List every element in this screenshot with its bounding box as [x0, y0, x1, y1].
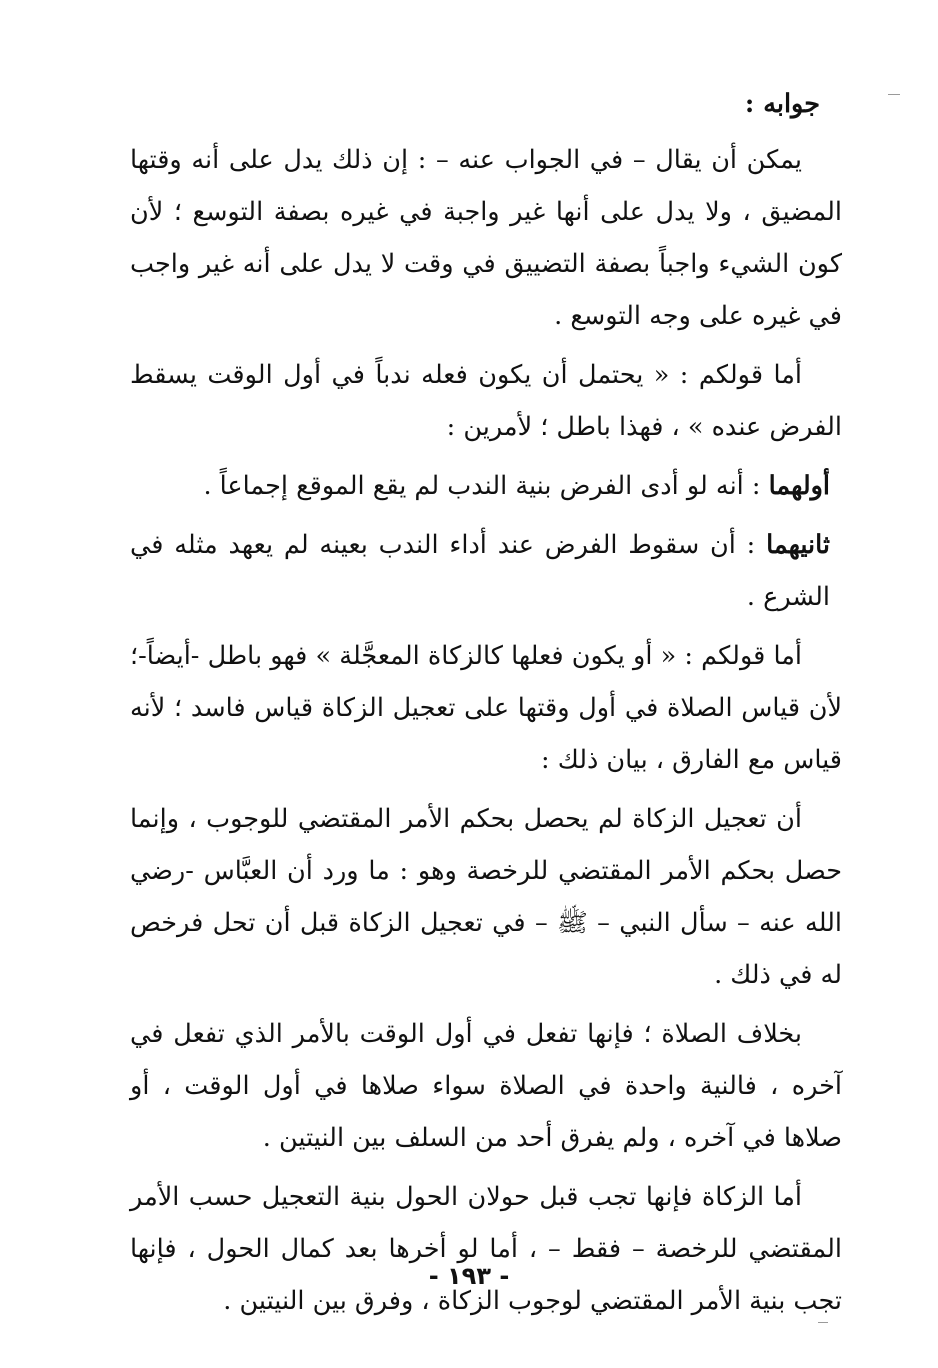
- paragraph-text: يمكن أن يقال – في الجواب عنه – : إن ذلك يدل على أنه وقتها المضيق ، ولا يدل على أنها غير واجبة في غيره بصفة التوسع ؛ لأن كون الشيء واجباً بصفة التضييق في وقت لا يدل على أنه غير واجب في غيره على وجه التوسع .: [130, 145, 842, 331]
- paragraph-text: أما الزكاة فإنها تجب قبل حولان الحول بنية التعجيل حسب الأمر المقتضي للرخصة – فقط – ، أما لو أخرها بعد كمال الحول ، فإنها تجب بنية الأمر المقتضي لوجوب الزكاة ، وفرق بين النيتين .: [130, 1182, 842, 1316]
- paragraph-8: [130, 1171, 842, 1327]
- scan-mark-bottom: [818, 1322, 828, 1323]
- paragraph-lead: أولهما: [768, 471, 830, 501]
- paragraph-text: أما قولكم : « يحتمل أن يكون فعله ندباً في أول الوقت يسقط الفرض عنده » ، فهذا باطل ؛ لأمرين :: [130, 360, 842, 442]
- paragraph-text: بخلاف الصلاة ؛ فإنها تفعل في أول الوقت بالأمر الذي تفعل في آخره ، فالنية واحدة في الصلاة سواء صلاها في أول الوقت ، أو صلاها في آخره ، ولم يفرق أحد من السلف بين النيتين .: [130, 1019, 842, 1153]
- paragraph-3: [130, 460, 842, 512]
- page-body: [130, 78, 842, 1334]
- paragraph-text: أن تعجيل الزكاة لم يحصل بحكم الأمر المقتضي للوجوب ، وإنما حصل بحكم الأمر المقتضي للرخصة وهو : ما ورد أن العبَّاس -رضي الله عنه – سأل النبي – ﷺ – في تعجيل الزكاة قبل أن تحل فرخص له في ذلك .: [130, 804, 842, 990]
- paragraph-6: [130, 793, 842, 1001]
- scan-mark-top: [888, 94, 900, 95]
- paragraph-7: [130, 1008, 842, 1164]
- paragraph-1: [130, 134, 842, 342]
- paragraph-5: [130, 630, 842, 786]
- paragraph-text: : أن سقوط الفرض عند أداء الندب بعينه لم يعهد مثله في الشرع .: [130, 530, 830, 612]
- paragraph-2: [130, 349, 842, 453]
- paragraph-text: أما قولكم : « أو يكون فعلها كالزكاة المعجَّلة » فهو باطل -أيضاً-؛ لأن قياس الصلاة في أول وقتها على تعجيل الزكاة قياس فاسد ؛ لأنه قياس مع الفارق ، بيان ذلك :: [130, 641, 842, 775]
- paragraph-lead: ثانيهما: [766, 530, 830, 560]
- section-heading: جوابه :: [744, 89, 820, 119]
- paragraph-text: : أنه لو أدى الفرض بنية الندب لم يقع الموقع إجماعاً .: [203, 471, 769, 501]
- paragraph-4: [130, 519, 842, 623]
- page-number: - ١٩٣ -: [428, 1262, 510, 1290]
